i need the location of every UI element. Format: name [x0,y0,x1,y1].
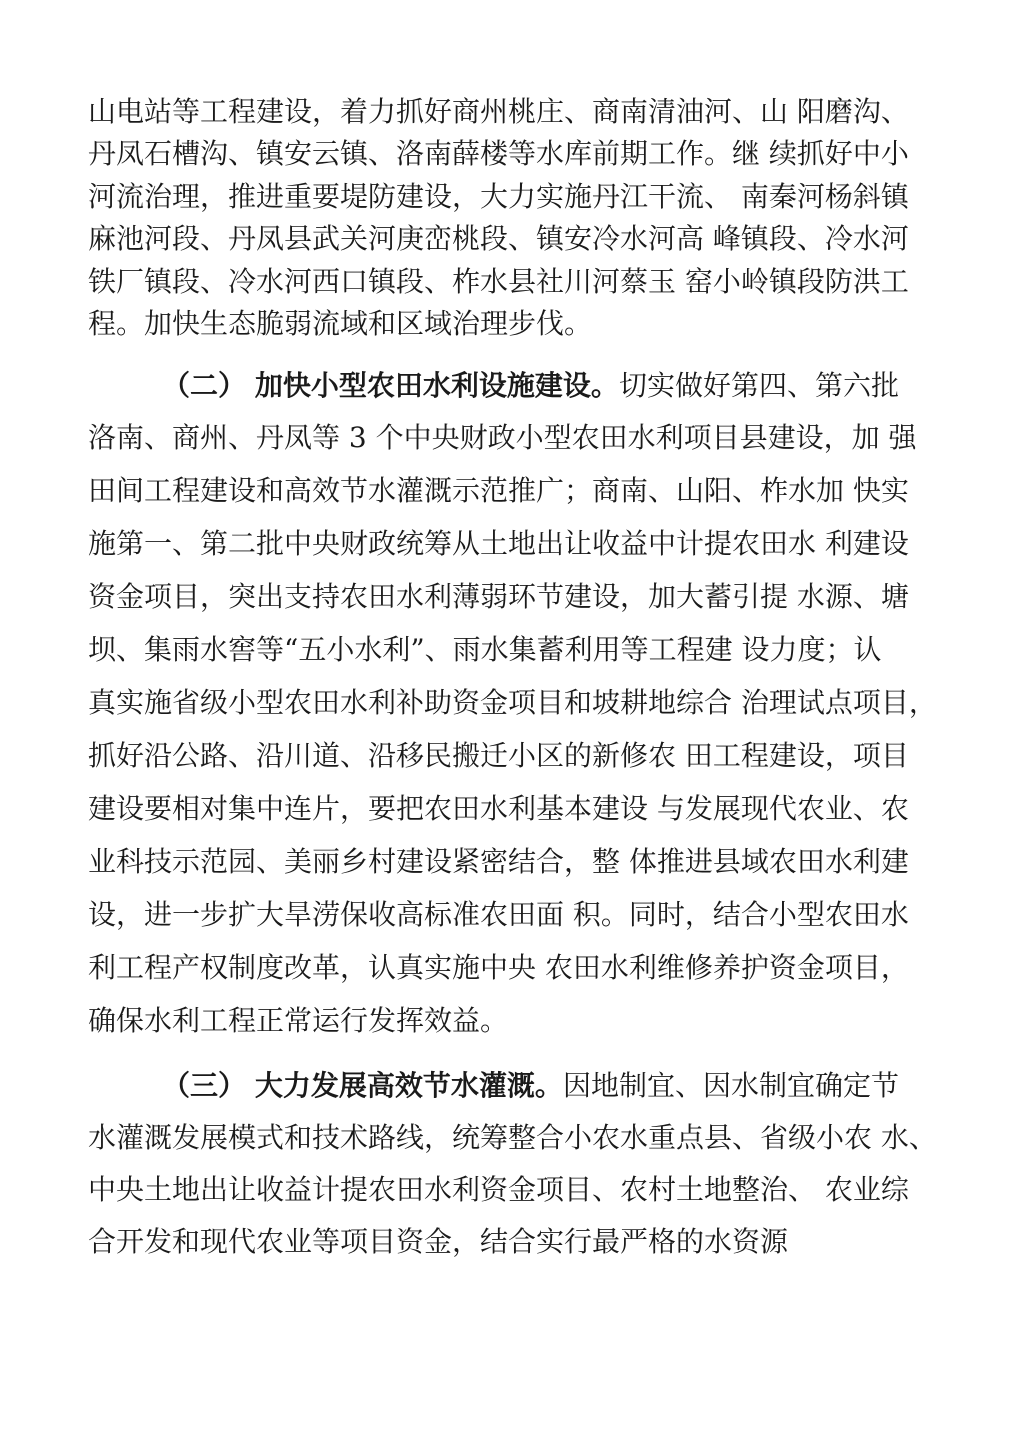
text-line: 中央土地出让收益计提农田水利资金项目、农村土地整治、 农业综 [88,1173,909,1206]
text-line: 真实施省级小型农田水利补助资金项目和坡耕地综合 治理试点项目， [88,686,937,719]
text-line: 麻池河段、丹凤县武关河庚峦桃段、镇安冷水河高 峰镇段、冷水河 [88,222,909,255]
text-line: 田间工程建设和高效节水灌溉示范推广；商南、山阳、柞水加 快实 [88,474,909,507]
text-line: 抓好沿公路、沿川道、沿移民搬迁小区的新修农 田工程建设，项目 [88,739,909,772]
text-line: 建设要相对集中连片，要把农田水利基本建设 与发展现代农业、农 [88,792,909,825]
text-line: 施第一、第二批中央财政统筹从土地出让收益中计提农田水 利建设 [88,527,909,560]
text-line: 洛南、商州、丹凤等 3 个中央财政小型农田水利项目县建设，加 强 [88,421,917,454]
text-line: 业科技示范园、美丽乡村建设紧密结合，整 体推进县域农田水利建 [88,845,909,878]
section-2-first-line-text: 切实做好第四、第六批 [618,369,899,402]
section-2-first-line [162,366,899,406]
section-2-number: （二） [162,369,247,402]
section-3-heading: 大力发展高效节水灌溉。 [254,1069,563,1102]
text-line: 确保水利工程正常运行发挥效益。 [88,1004,509,1037]
section-3-number: （三） [162,1069,247,1102]
text-line: 山电站等工程建设，着力抓好商州桃庄、商南清油河、山 阳磨沟、 [88,95,909,128]
section-2-heading: 加快小型农田水利设施建设。 [254,369,619,402]
text-line: 程。加快生态脆弱流域和区域治理步伐。 [88,307,593,340]
text-line: 丹凤石槽沟、镇安云镇、洛南薛楼等水库前期工作。继 续抓好中小 [88,137,909,170]
text-line: 资金项目，突出支持农田水利薄弱环节建设，加大蓄引提 水源、塘 [88,580,909,613]
text-line: 水灌溉发展模式和技术路线，统筹整合小农水重点县、省级小农 水、 [88,1121,937,1154]
text-line: 合开发和现代农业等项目资金，结合实行最严格的水资源 [88,1225,789,1258]
text-line: 河流治理，推进重要堤防建设，大力实施丹江干流、 南秦河杨斜镇 [88,180,909,213]
section-3-first-line-text: 因地制宜、因水制宜确定节 [562,1069,899,1102]
text-line: 铁厂镇段、冷水河西口镇段、柞水县社川河蔡玉 窑小岭镇段防洪工 [88,265,909,298]
text-line: 坝、集雨水窖等“五小水利”、雨水集蓄利用等工程建 设力度；认 [88,633,882,666]
text-line: 利工程产权制度改革，认真实施中央 农田水利维修养护资金项目， [88,951,909,984]
section-3-first-line [162,1066,899,1106]
text-line: 设，进一步扩大旱涝保收高标准农田面 积。同时，结合小型农田水 [88,898,909,931]
